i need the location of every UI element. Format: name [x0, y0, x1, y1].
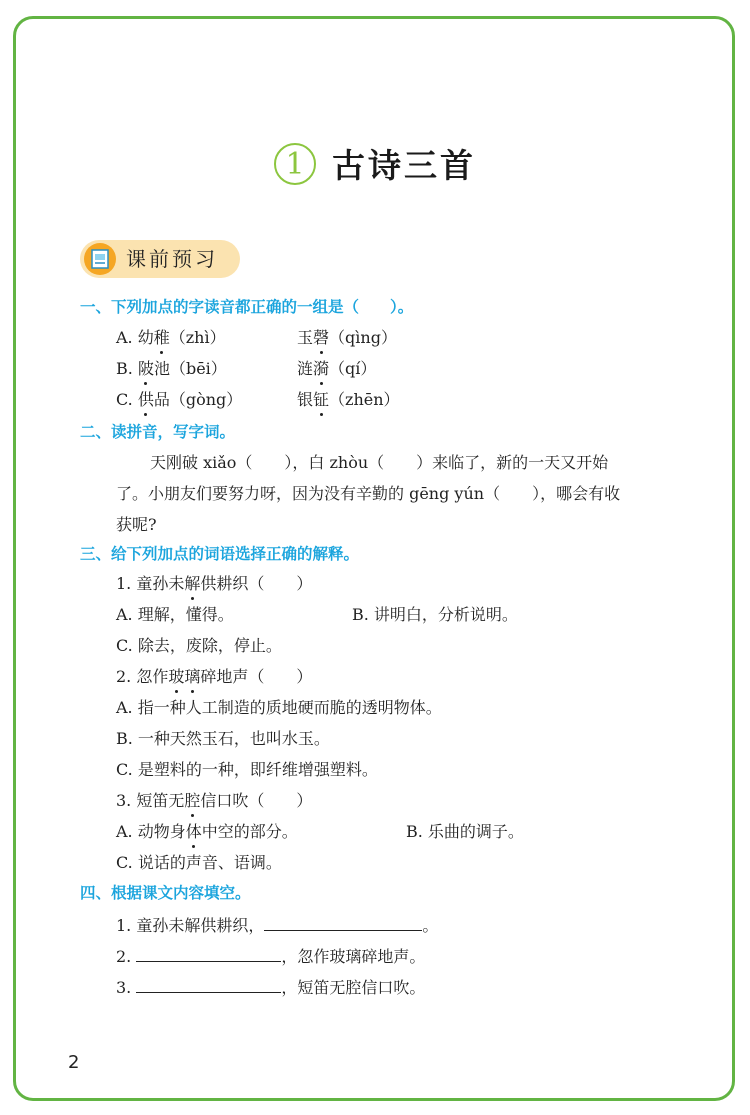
- q4-heading: 四、根据课文内容填空。: [80, 884, 251, 902]
- q1-option-b1: B. 陂池（bēi）: [116, 359, 227, 378]
- q3-sub2-option-a: A. 指一种人工制造的质地硬而脆的透明物体。: [116, 698, 442, 717]
- q1-heading: 一、下列加点的字读音都正确的一组是（ ）。: [80, 298, 414, 316]
- q2-text-line-1: 天刚破 xiǎo（ ），白 zhòu（ ）来临了，新的一天又开始: [150, 453, 609, 472]
- lesson-title: [0, 140, 750, 187]
- section-banner: [80, 240, 240, 278]
- book-icon: [84, 243, 116, 275]
- q1-option-c2: 银钲（zhēn）: [297, 390, 400, 409]
- q3-sub3: 3. 短笛无腔信口吹（ ）: [116, 791, 313, 810]
- page-number: 2: [68, 1052, 80, 1073]
- q1-option-b2: 涟漪（qí）: [297, 359, 377, 378]
- q3-sub3-option-a: A. 动物身体中空的部分。: [116, 822, 298, 841]
- q4-fill-1: 1. 童孙未解供耕织， 。: [116, 916, 439, 935]
- q3-sub1-option-a: A. 理解，懂得。: [116, 605, 234, 624]
- lesson-title-text: 古诗三首: [332, 146, 476, 185]
- q2-text-line-3: 获呢?: [116, 515, 157, 534]
- q3-sub2-option-b: B. 一种天然玉石，也叫水玉。: [116, 729, 330, 748]
- banner-text: 课前预习: [126, 247, 218, 271]
- q3-sub2-option-c: C. 是塑料的一种，即纤维增强塑料。: [116, 760, 378, 779]
- q2-heading: 二、读拼音，写字词。: [80, 423, 236, 441]
- q3-sub1: 1. 童孙未解供耕织（ ）: [116, 574, 313, 593]
- q3-heading: 三、给下列加点的词语选择正确的解释。: [80, 545, 360, 563]
- answer-blank[interactable]: [136, 945, 281, 962]
- q4-fill-3: 3. ，短笛无腔信口吹。: [116, 978, 426, 997]
- q3-sub1-option-b: B. 讲明白，分析说明。: [352, 605, 518, 624]
- lesson-number: 1: [274, 143, 316, 185]
- q4-fill-2: 2. ，忽作玻璃碎地声。: [116, 947, 426, 966]
- q1-option-c1: C. 供品（gòng）: [116, 390, 243, 409]
- q1-option-a2: 玉磬（qìng）: [297, 328, 397, 347]
- q3-sub3-option-b: B. 乐曲的调子。: [406, 822, 524, 841]
- answer-blank[interactable]: [136, 976, 281, 993]
- answer-blank[interactable]: [264, 914, 422, 931]
- q2-text-line-2: 了。小朋友们要努力呀，因为没有辛勤的 gēng yún（ ），哪会有收: [116, 484, 621, 503]
- q3-sub2: 2. 忽作玻璃碎地声（ ）: [116, 667, 313, 686]
- q1-option-a1: A. 幼稚（zhì）: [116, 328, 226, 347]
- q3-sub1-option-c: C. 除去，废除，停止。: [116, 636, 282, 655]
- q3-sub3-option-c: C. 说话的声音、语调。: [116, 853, 282, 872]
